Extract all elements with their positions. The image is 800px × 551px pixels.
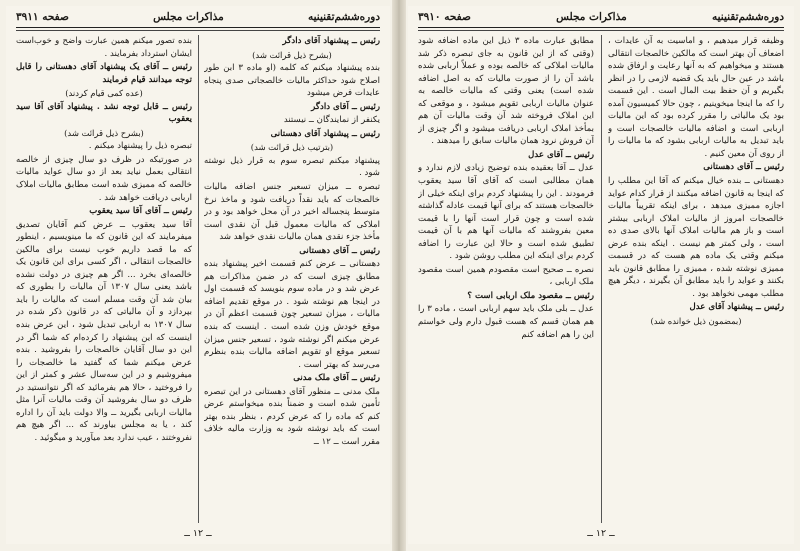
right-page xyxy=(408,6,794,544)
left-column-divider xyxy=(198,35,199,523)
left-running-title: مذاکرات مجلس xyxy=(153,11,224,23)
paragraph: رئیس ــ پیشنهاد آقای عدل xyxy=(689,302,784,313)
paragraph: رئیس ــ مقصود ملک اربابی است ؟ xyxy=(467,290,594,301)
paragraph: (بترتیب ذیل قرائت شد) xyxy=(250,142,334,153)
paragraph: رئیس ــ پیشنهاد آقای دادگر xyxy=(282,36,380,46)
paragraph: رئیس ــ آقای دهستانی xyxy=(299,245,380,256)
right-column-right xyxy=(608,35,784,523)
left-page-number: صفحه ۳۹۱۱ xyxy=(16,11,69,23)
paragraph: رئیس ــ آقای دهستانی xyxy=(703,162,784,173)
paragraph: مطابق عبارت ماده ۳ ذیل این ماده اضافه شود (وقتی که از این قانون به جای تبصره ذکر شد مالیات املاکی که خالصه بوده و عملاً اربابی شده باشد آن را از صورت مالیات که به اصل اضافه شده است) یعنی وقتی که مالیات خالصه به‌ عنوان مالیات اربابی تقویم میشود ، و موقعی که این املاک فروخته شد آن وقت مالیات آن هم بمأخذ املاک اربابی دریافت میشود و اگر چیزی از آن فروش نرود همان مالیات سابق را میدهند . xyxy=(418,36,594,147)
right-folio: ــ ۱۲ ــ xyxy=(587,528,615,539)
left-column-right xyxy=(204,35,380,523)
book-gutter xyxy=(392,0,406,551)
right-column-left xyxy=(418,35,594,523)
paragraph: رئیس ــ آقای دادگر xyxy=(311,101,380,112)
paragraph: (بشرح ذیل قرائت شد) xyxy=(252,49,332,60)
paragraph: تبصره ذیل را پیشنهاد میکنم . xyxy=(88,141,192,152)
paragraph: (بشرح ذیل قرائت شد) xyxy=(64,127,144,138)
paragraph: ملک مدنی ــ منظور آقای دهستانی در این تبصره تأمین شده است و ضمناً بنده میخواستم عرض کنم که ماده را که عرض کردم ، بنظر بنده بهتر است که باید نوشته شود به وزارت مالیه خلاف مقرر است ــ ۱۲ ــ xyxy=(204,386,380,447)
paragraph: در صورتیکه در ظرف دو سال چیزی از خالصه انتقالی بعمل نیاید بعد از دو سال عواید مالیات خالصه که ممیزی شده است مطابق مالیات املاک اربابی دریافت خواهد شد . xyxy=(16,154,192,203)
paragraph: بنده تصور میکنم همین عبارت واضح و خوب‌است ایشان استرداد بفرمایند . xyxy=(16,36,192,59)
paragraph: رئیس ــ آقای آقا سید یعقوب xyxy=(89,206,192,217)
right-page-header xyxy=(418,9,784,25)
paragraph: (عده کمی قیام کردند) xyxy=(65,88,143,99)
right-header-rule xyxy=(418,27,784,28)
right-page-number: صفحه ۳۹۱۰ xyxy=(418,11,471,23)
paragraph: نصره ــ صحیح است مقصودم همین است مقصود ملک اربابی ، xyxy=(418,264,594,288)
right-header-rule-thin xyxy=(418,30,784,31)
paragraph: وظیفه قرار میدهیم ، و اماسیت به آن عایدات ، اضعاف آن بهتر است که مالکین خالصجات انتقالی هستند و میخواهیم که به آنها رعایت و ارفاق شده باشد در عین حال باید یک قضیه لازمی را در انظر بگیریم و آن حفظ بیت المال است . این قسمت را که ما اینجا میخوینیم ، چون حالا کمیسیون آمده بود یک مالیاتی را مقرر کرده بود که این مالیات اربابی است و اضافه مالیات خالصجات است و باید تبدیل به مالیات اربابی بشود که ما مالیات را از روی آن معین کنیم . xyxy=(608,36,784,159)
paragraph: تبصره ــ میزان تسعیر جنس اضافه مالیات خالصجات که باید نقداً دریافت شود و ماخذ نرخ متوسط پنجساله اخیر در آن محل خواهد بود و در املاکی که مالیات معمول قبل آن نقدی است مأخذ جزء نقدی همان مالیات نقدی خواهد شد xyxy=(204,182,380,243)
left-page-header xyxy=(16,9,380,25)
left-column-left xyxy=(16,35,192,523)
paragraph: رئیس ــ قابل توجه نشد . پیشنهاد آقای آقا سید یعقوب xyxy=(16,101,192,125)
left-page xyxy=(6,6,390,544)
paragraph: عدل ــ آقا بعقیده بنده توضیح زیادی لازم ندارد و همان مطالبی است که آقای آقا سید یعقوب فرمودند . این را پیشنهاد کردم برای اینکه خیلی از خالصجات هستند که برای آنها قیمت عادله گذاشته شده است و چون قرار است آنها را با قیمت معین بفروشند که مالیات آنها هم با آن قیمت تطبیق شده است و حالا این عبارت را اضافه کردم برای اینکه این مطلب روشن شود . xyxy=(418,163,594,262)
paragraph: رئیس ــ پیشنهاد آقای دهستانی xyxy=(270,128,380,139)
right-running-title: مذاکرات مجلس xyxy=(556,11,627,23)
left-header-rule xyxy=(16,27,380,28)
paragraph: دهستانی ــ عرض کنم قسمت اخیر پیشنهاد بنده مطابق چیزی است که در ضمن مذاکرات هم عرض شد و در ماده سوم بنویسد که قسمت اول در اینجا هم نوشته شود . در موقع تقدیم اضافه مالیات ، میزان تسعیر چون قسمت اعظم آن در موقع خودش وزن شده است . اینست که بنده عرض میکنم اگر نوشته شود ، تسعیر جنس میزان تسعیر موقع او تقویم اضافه مالیات بنده بنظرم می‌رسد که بهتر است . xyxy=(204,259,380,370)
paragraph: یکنفر از نمایندگان ــ نیستند xyxy=(283,115,380,126)
paragraph: رئیس ــ آقای ملک مدنی xyxy=(293,373,380,384)
paragraph: آقا سید یعقوب ــ عرض کنم آقایان تصدیق میفرمایند که این قانون که ما مینویسیم ، اینطور که ما قصد داریم خوب نیست برای مالکین خالصجات انتقالی ، اگر کسی برای این قانون یک خالصه‌ای بخرد ... اگر هم چیزی در دولت نشده باشد یعنی سال ۱۳۰۷ آن مالیات را بطوری که بیان شد آن وقت مسلم است که مالیات را باید بپردازد و آن مالیاتی که در قانون ذکر شده در سال ۱۳۰۷ به اربابی تبدیل شود ، این عرض بنده اینست که این پیشنهاد را کرده‌ام که شما اگر در این دو سال آقایان خالصجات را بفروشید . بنده عرض میکنم شما که گفتید ما خالصجات را میفروشیم و در این سه‌سال عشر و کمتر از این را فروختید ، حالا هم بفرمائید که اگر نتوانستید در ظرف دو سال بفروشید آن وقت مالیات آنرا مثل مالیات اربابی بگیرید ــ والا دولت باید آن را اداره کند ، یا به مجلس بیاورند که ... اگر هیچ هم نفروختند ، عیب ندارد بعد میآورید و میگوئید . xyxy=(16,219,192,443)
right-session-label: دوره‌ششم‌تقنینیه xyxy=(711,11,784,23)
left-header-rule-thin xyxy=(16,30,380,31)
right-column-divider xyxy=(601,35,602,523)
paragraph: بنده پیشنهاد میکنم که کلمه (او ماده ۳ ابن طور اصلاح شود حداکثر مالیات خالصجاتی صدی پنجاه عایدات فرض میشود xyxy=(204,63,380,99)
paragraph: (بمضمون ذیل خوانده شد) xyxy=(650,316,742,327)
paragraph: رئیس ــ آقای یک پیشنهاد آقای دهستانی را قابل توجه میدانند قیام فرمایند xyxy=(16,62,192,85)
paragraph: رئیس ــ آقای عدل xyxy=(528,149,594,160)
paragraph: دهستانی ــ بنده خیال میکنم که آقا این مطلب را که اینجا به قانون اضافه میکنند از قرار کدام عواید اجازه ممیزی میدهد ، برای اینکه تقریباً مالیات خالصجات امروز از مالیات املاک اربابی بیشتر است و باز هم مالیات املاک آنها بالای صدی ده است ، ولی کمتر هم نیست . اینکه بنده عرض میکنم وقتی یک ماده هم هست که در قسمت ممیزی نوشته شده ، ممیزی را مطابق قانون باید بکنند و عواید را باید مطابق آن بگیرند ، دیگر هیچ مطلب مهمی نخواهد بود . xyxy=(608,176,784,299)
paragraph: عدل ــ بلی ملک باید سهم اربابی است ، ماده ۳ را هم همان قسم که هست قبول دارم ولی خواستم این را هم اضافه کنم xyxy=(418,304,594,340)
left-session-label: دوره‌ششم‌تقنینیه xyxy=(307,11,380,23)
left-folio: ــ ۱۲ ــ xyxy=(184,528,212,539)
paragraph: پیشنهاد میکنم تبصره سوم به قرار ذیل نوشته شود . xyxy=(204,155,380,179)
